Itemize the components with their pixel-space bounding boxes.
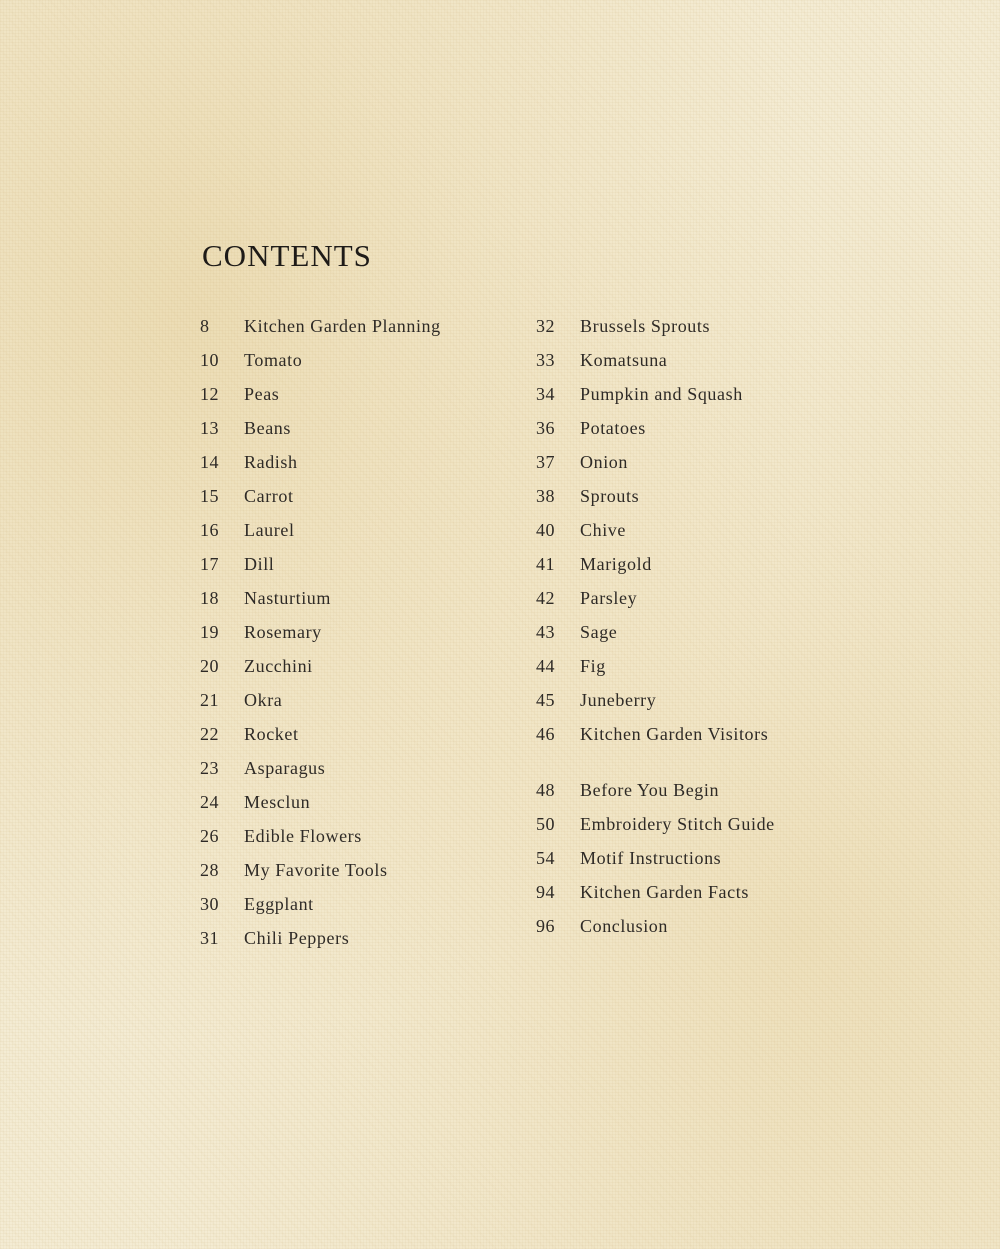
- toc-entry: [536, 875, 856, 909]
- toc-page-number: 48: [536, 780, 555, 800]
- toc-page-number: 41: [536, 554, 555, 574]
- toc-entry-title: Carrot: [244, 486, 294, 506]
- toc-page-number: 17: [200, 554, 219, 574]
- toc-entry: [200, 887, 520, 921]
- toc-page-number: 43: [536, 622, 555, 642]
- toc-page-number: 19: [200, 622, 219, 642]
- toc-page-number: 22: [200, 724, 219, 744]
- toc-page-number: 38: [536, 486, 555, 506]
- toc-entry-title: Asparagus: [244, 758, 326, 778]
- contents-right-column: [536, 309, 856, 943]
- toc-entry: [200, 411, 520, 445]
- toc-entry-title: Kitchen Garden Planning: [244, 316, 441, 336]
- toc-entry: [536, 683, 856, 717]
- toc-entry: [536, 773, 856, 807]
- toc-entry-title: Mesclun: [244, 792, 311, 812]
- toc-entry-title: Marigold: [580, 554, 652, 574]
- toc-entry: [536, 717, 856, 751]
- toc-entry-title: Chive: [580, 520, 626, 540]
- toc-entry: [200, 445, 520, 479]
- toc-entry-title: Radish: [244, 452, 298, 472]
- toc-entry: [200, 581, 520, 615]
- toc-entry: [536, 547, 856, 581]
- toc-page-number: 37: [536, 452, 555, 472]
- toc-entry-title: Zucchini: [244, 656, 313, 676]
- toc-entry: [536, 649, 856, 683]
- toc-entry: [536, 581, 856, 615]
- toc-entry: [536, 411, 856, 445]
- toc-entry-title: Kitchen Garden Facts: [580, 882, 749, 902]
- toc-page-number: 94: [536, 882, 555, 902]
- toc-page-number: 31: [200, 928, 219, 948]
- toc-entry-title: Dill: [244, 554, 275, 574]
- toc-entry: [200, 921, 520, 955]
- toc-entry-title: Tomato: [244, 350, 303, 370]
- toc-entry-title: My Favorite Tools: [244, 860, 388, 880]
- toc-entry-title: Motif Instructions: [580, 848, 722, 868]
- toc-entry: [200, 649, 520, 683]
- toc-page-number: 40: [536, 520, 555, 540]
- toc-entry-title: Pumpkin and Squash: [580, 384, 743, 404]
- toc-entry-title: Parsley: [580, 588, 638, 608]
- toc-entry: [536, 615, 856, 649]
- toc-entry-title: Sprouts: [580, 486, 640, 506]
- toc-entry-title: Onion: [580, 452, 628, 472]
- toc-entry: [536, 513, 856, 547]
- contents-left-column: [200, 309, 520, 955]
- toc-entry-title: Juneberry: [580, 690, 657, 710]
- toc-page-number: 13: [200, 418, 219, 438]
- toc-page-number: 45: [536, 690, 555, 710]
- toc-page-number: 12: [200, 384, 219, 404]
- toc-entry-title: Nasturtium: [244, 588, 331, 608]
- toc-entry: [200, 615, 520, 649]
- toc-page-number: 8: [200, 316, 210, 336]
- toc-page-number: 14: [200, 452, 219, 472]
- toc-page-number: 30: [200, 894, 219, 914]
- toc-page-number: 96: [536, 916, 555, 936]
- toc-entry-title: Peas: [244, 384, 280, 404]
- toc-page-number: 33: [536, 350, 555, 370]
- toc-entry-title: Komatsuna: [580, 350, 668, 370]
- toc-entry: [200, 717, 520, 751]
- toc-entry: [536, 909, 856, 943]
- toc-entry: [536, 309, 856, 343]
- toc-entry-title: Brussels Sprouts: [580, 316, 711, 336]
- toc-entry-title: Laurel: [244, 520, 295, 540]
- toc-page-number: 54: [536, 848, 555, 868]
- toc-entry-title: Rosemary: [244, 622, 322, 642]
- toc-entry-title: Potatoes: [580, 418, 646, 438]
- toc-page-number: 36: [536, 418, 555, 438]
- toc-page-number: 26: [200, 826, 219, 846]
- toc-entry-title: Fig: [580, 656, 606, 676]
- toc-page-number: 28: [200, 860, 219, 880]
- toc-entry: [200, 377, 520, 411]
- toc-entry: [536, 445, 856, 479]
- toc-page-number: 32: [536, 316, 555, 336]
- toc-entry-title: Eggplant: [244, 894, 314, 914]
- toc-entry-title: Rocket: [244, 724, 299, 744]
- toc-entry-title: Embroidery Stitch Guide: [580, 814, 775, 834]
- toc-page-number: 44: [536, 656, 555, 676]
- toc-entry-title: Kitchen Garden Visitors: [580, 724, 769, 744]
- toc-entry: [536, 841, 856, 875]
- toc-entry: [200, 479, 520, 513]
- toc-entry: [536, 479, 856, 513]
- toc-entry-title: Sage: [580, 622, 618, 642]
- toc-page-number: 46: [536, 724, 555, 744]
- toc-entry-title: Edible Flowers: [244, 826, 362, 846]
- page-title: CONTENTS: [202, 238, 372, 273]
- toc-page-number: 18: [200, 588, 219, 608]
- toc-entry: [200, 547, 520, 581]
- toc-entry: [536, 377, 856, 411]
- toc-page-number: 15: [200, 486, 219, 506]
- toc-page-number: 34: [536, 384, 555, 404]
- toc-page-number: 16: [200, 520, 219, 540]
- toc-entry: [536, 343, 856, 377]
- toc-entry: [200, 819, 520, 853]
- toc-page-number: 50: [536, 814, 555, 834]
- toc-entry-title: Before You Begin: [580, 780, 720, 800]
- toc-page-number: 23: [200, 758, 219, 778]
- toc-entry: [200, 343, 520, 377]
- toc-entry: [200, 853, 520, 887]
- toc-entry: [200, 309, 520, 343]
- toc-entry: [536, 807, 856, 841]
- toc-entry: [200, 751, 520, 785]
- toc-page-number: 24: [200, 792, 219, 812]
- toc-entry: [200, 513, 520, 547]
- toc-page-number: 10: [200, 350, 219, 370]
- toc-page-number: 42: [536, 588, 555, 608]
- toc-entry-title: Okra: [244, 690, 283, 710]
- toc-entry-title: Chili Peppers: [244, 928, 350, 948]
- toc-entry-title: Beans: [244, 418, 291, 438]
- toc-page-number: 21: [200, 690, 219, 710]
- toc-page-number: 20: [200, 656, 219, 676]
- toc-entry: [200, 683, 520, 717]
- toc-entry: [200, 785, 520, 819]
- toc-entry-title: Conclusion: [580, 916, 669, 936]
